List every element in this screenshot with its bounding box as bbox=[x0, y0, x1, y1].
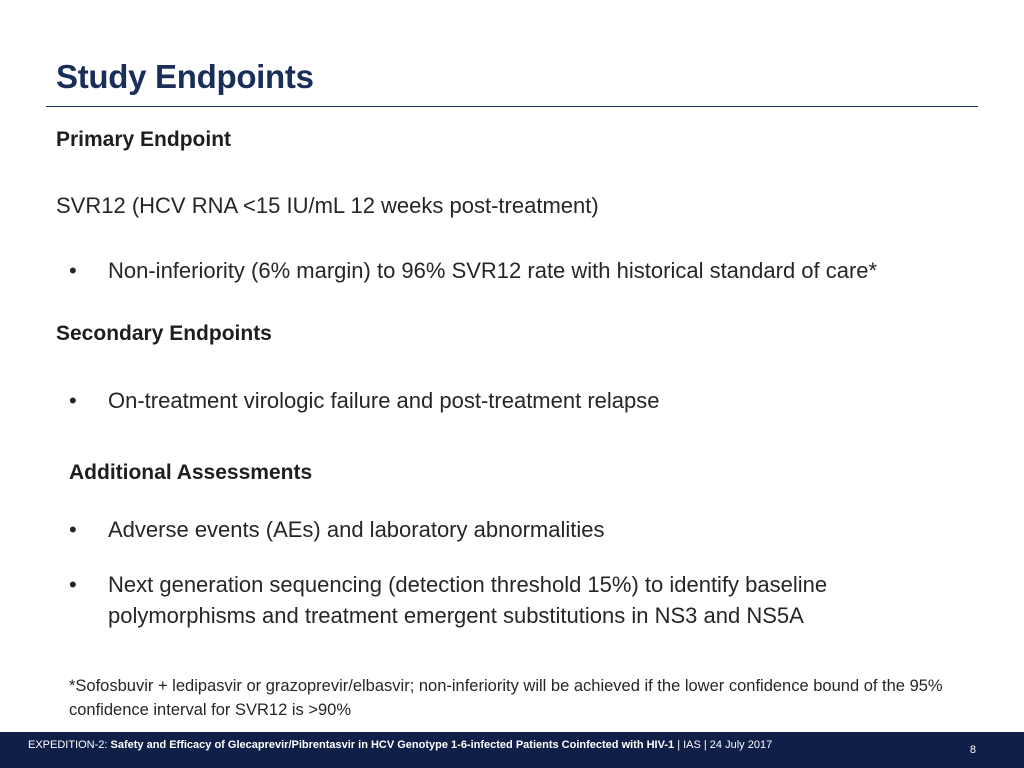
secondary-endpoints-heading: Secondary Endpoints bbox=[56, 322, 272, 345]
bullet-marker: • bbox=[69, 517, 77, 542]
footer-suffix: | IAS | 24 July 2017 bbox=[674, 739, 773, 751]
footer-prefix: EXPEDITION-2: bbox=[28, 739, 111, 751]
additional-assessment-bullet: Next generation sequencing (detection threshold 15%) to identify baseline polymorphisms and treatment emergent substitutions in NS3 and NS5A bbox=[108, 572, 828, 628]
additional-assessment-bullet: Adverse events (AEs) and laboratory abnormalities bbox=[108, 517, 605, 542]
bullet-marker: • bbox=[69, 572, 77, 597]
title-divider bbox=[46, 106, 978, 107]
primary-endpoint-heading: Primary Endpoint bbox=[56, 128, 232, 151]
bullet-marker: • bbox=[69, 388, 77, 413]
secondary-endpoint-bullet: On-treatment virologic failure and post-treatment relapse bbox=[108, 388, 660, 413]
primary-endpoint-bullet: Non-inferiority (6% margin) to 96% SVR12 rate with historical standard of care* bbox=[108, 258, 878, 283]
additional-assessments-heading: Additional Assessments bbox=[69, 461, 313, 484]
footer-citation bbox=[28, 739, 772, 751]
slide-title: Study Endpoints bbox=[56, 58, 314, 95]
footnote: *Sofosbuvir + ledipasvir or grazoprevir/elbasvir; non-inferiority will be achieved if the lower confidence bound of the 95% confidence interval for SVR12 is >90% bbox=[69, 677, 943, 719]
primary-endpoint-definition: SVR12 (HCV RNA <15 IU/mL 12 weeks post-treatment) bbox=[56, 193, 599, 218]
bullet-marker: • bbox=[69, 258, 77, 283]
footer-bar bbox=[0, 732, 1024, 768]
footer-study-title: Safety and Efficacy of Glecaprevir/Pibrentasvir in HCV Genotype 1-6-infected Patients Coinfected with HIV-1 bbox=[110, 739, 675, 751]
page-number: 8 bbox=[969, 744, 976, 756]
